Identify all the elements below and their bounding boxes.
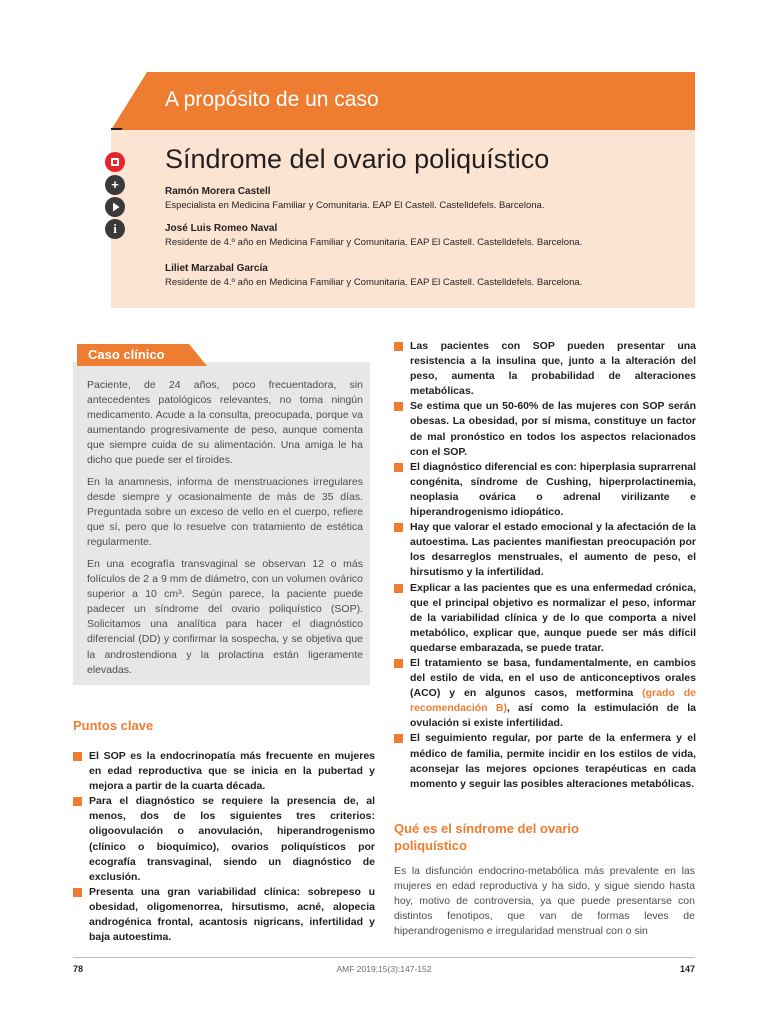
recommendation-grade: (grado de recomendación B) <box>410 687 696 715</box>
list-item: El SOP es la endocrinopatía más frecuente en mujeres en edad reproductiva que se inicia en la pubertad y mejora a partir de la cuarta década. <box>73 749 375 794</box>
bullet-square-icon <box>394 734 403 743</box>
bullet-square-icon <box>394 584 403 593</box>
stop-icon[interactable] <box>105 152 125 172</box>
case-paragraph: En la anamnesis, informa de menstruaciones irregulares desde siempre y ocasionalmente de más de 35 días. Preguntada sobre un exceso de vello en el cuerpo, refiere que sí, pero que lo resuelve con tratamiento de estética regularmente. <box>87 476 363 549</box>
journal-citation: AMF 2019;15(3):147-152 <box>336 964 432 974</box>
bullet-square-icon <box>394 523 403 532</box>
list-item: El seguimiento regular, por parte de la enfermera y el médico de familia, permite incidir en los estilos de vida, aconsejar las mejores opciones terapéuticas en cada momento y seguir las posibles alteraciones metabólicas. <box>394 731 696 791</box>
article-title: Síndrome del ovario poliquístico <box>165 144 550 174</box>
bullet-square-icon <box>394 463 403 472</box>
author-block <box>165 185 544 213</box>
plus-icon[interactable]: + <box>105 175 125 195</box>
bullet-square-icon <box>394 402 403 411</box>
author-block <box>165 222 582 250</box>
section-heading: Qué es el síndrome del ovario poliquístico <box>394 821 579 853</box>
section-label: A propósito de un caso <box>165 88 379 111</box>
list-item: Explicar a las pacientes que es una enfermedad crónica, que el principal objetivo es normalizar el peso, informar de la variabilidad clínica y de lo que comporta a nivel metabólico, explicar que, aunque puede ser más difícil quedarse embarazada, se puede tratar. <box>394 581 696 656</box>
bullet-square-icon <box>73 888 82 897</box>
bullet-square-icon <box>394 659 403 668</box>
list-item: El diagnóstico diferencial es con: hiperplasia suprarrenal congénita, síndrome de Cushing, hiperprolactinemia, neoplasia ovárica o adrenal virilizante e hiperandrogenismo idiopático. <box>394 460 696 520</box>
author-name: José Luis Romeo Naval <box>165 223 278 234</box>
author-affiliation: Especialista en Medicina Familiar y Comunitaria. EAP El Castell. Castelldefels. Barcelona. <box>165 200 545 211</box>
bullet-square-icon <box>394 342 403 351</box>
page-number-right: 147 <box>679 964 695 974</box>
key-points-title: Puntos clave <box>73 718 154 733</box>
author-affiliation: Residente de 4.º año en Medicina Familiar y Comunitaria. EAP El Castell. Castelldefels. Barcelona. <box>165 237 583 248</box>
bullet-square-icon <box>73 797 82 806</box>
footer-rule <box>73 957 695 958</box>
list-item: Las pacientes con SOP pueden presentar una resistencia a la insulina que, junto a la alteración del peso, aumenta la probabilidad de alteraciones metabólicas. <box>394 339 696 399</box>
case-title: Caso clínico <box>88 347 165 362</box>
info-icon[interactable]: i <box>105 219 125 239</box>
right-points-list <box>394 339 696 792</box>
author-block <box>165 262 582 290</box>
case-paragraph: En una ecografía transvaginal se observan 12 o más folículos de 2 a 9 mm de diámetro, con un volumen ovárico superior a 10 cm³. Según parece, la paciente puede padecer un síndrome del ovario poliquístico (SOP). Solicitamos una analítica para hacer el diagnóstico diferencial (DD) y confirmar la sospecha, y se objetiva que la androstendiona y la prolactina están ligeramente elevadas. <box>87 558 363 676</box>
list-item: Se estima que un 50-60% de las mujeres con SOP serán obesas. La obesidad, por sí misma, constituye un factor de mal pronóstico en todos los aspectos relacionados con el SOP. <box>394 399 696 459</box>
author-name: Liliet Marzabal García <box>165 263 268 274</box>
author-affiliation: Residente de 4.º año en Medicina Familiar y Comunitaria. EAP El Castell. Castelldefels. Barcelona. <box>165 277 583 288</box>
play-icon[interactable] <box>105 197 125 217</box>
body-paragraph: Es la disfunción endocrino-metabólica más prevalente en las mujeres en edad reproductiva y ha sido, y sigue siendo hasta hoy, motivo de controversia, ya que puede presentarse con distintos fenotipos, que van de formas leves de hiperandrogenismo e irregularidad menstrual con o sin <box>394 865 695 938</box>
bullet-square-icon <box>73 752 82 761</box>
page-number-left: 78 <box>73 964 84 974</box>
case-paragraph: Paciente, de 24 años, poco frecuentadora, sin antecedentes patológicos relevantes, no toma ningún medicamento. Acude a la consulta, preocupada, porque va aumentando progresivamente de peso, aunque comenta que siempre cuida de su alimentación. Una amiga le ha dicho que puede ser el tiroides. <box>87 379 363 467</box>
list-item: El tratamiento se basa, fundamentalmente, en cambios del estilo de vida, en el uso de anticonceptivos orales (ACO) y en algunos casos, metformina (grado de recomendación B), así como la estimulación de la ovulación si existe infertilidad. <box>394 656 696 731</box>
key-points-list <box>73 749 375 945</box>
list-item: Hay que valorar el estado emocional y la afectación de la autoestima. Las pacientes manifiestan preocupación por los desarreglos menstruales, el aumento de peso, el hirsutismo y la infertilidad. <box>394 520 696 580</box>
list-item: Para el diagnóstico se requiere la presencia de, al menos, dos de los siguientes tres criterios: oligoovulación o anovulación, hiperandrogenismo (clínico o bioquímico), ovarios poliquísticos por ecografía transvaginal, siendo un diagnóstico de exclusión. <box>73 794 375 885</box>
author-name: Ramón Morera Castell <box>165 186 271 197</box>
list-item: Presenta una gran variabilidad clínica: sobrepeso u obesidad, oligomenorrea, hirsutismo, acné, alopecia androgénica frontal, acantosis nigricans, infertilidad y baja autoestima. <box>73 885 375 945</box>
